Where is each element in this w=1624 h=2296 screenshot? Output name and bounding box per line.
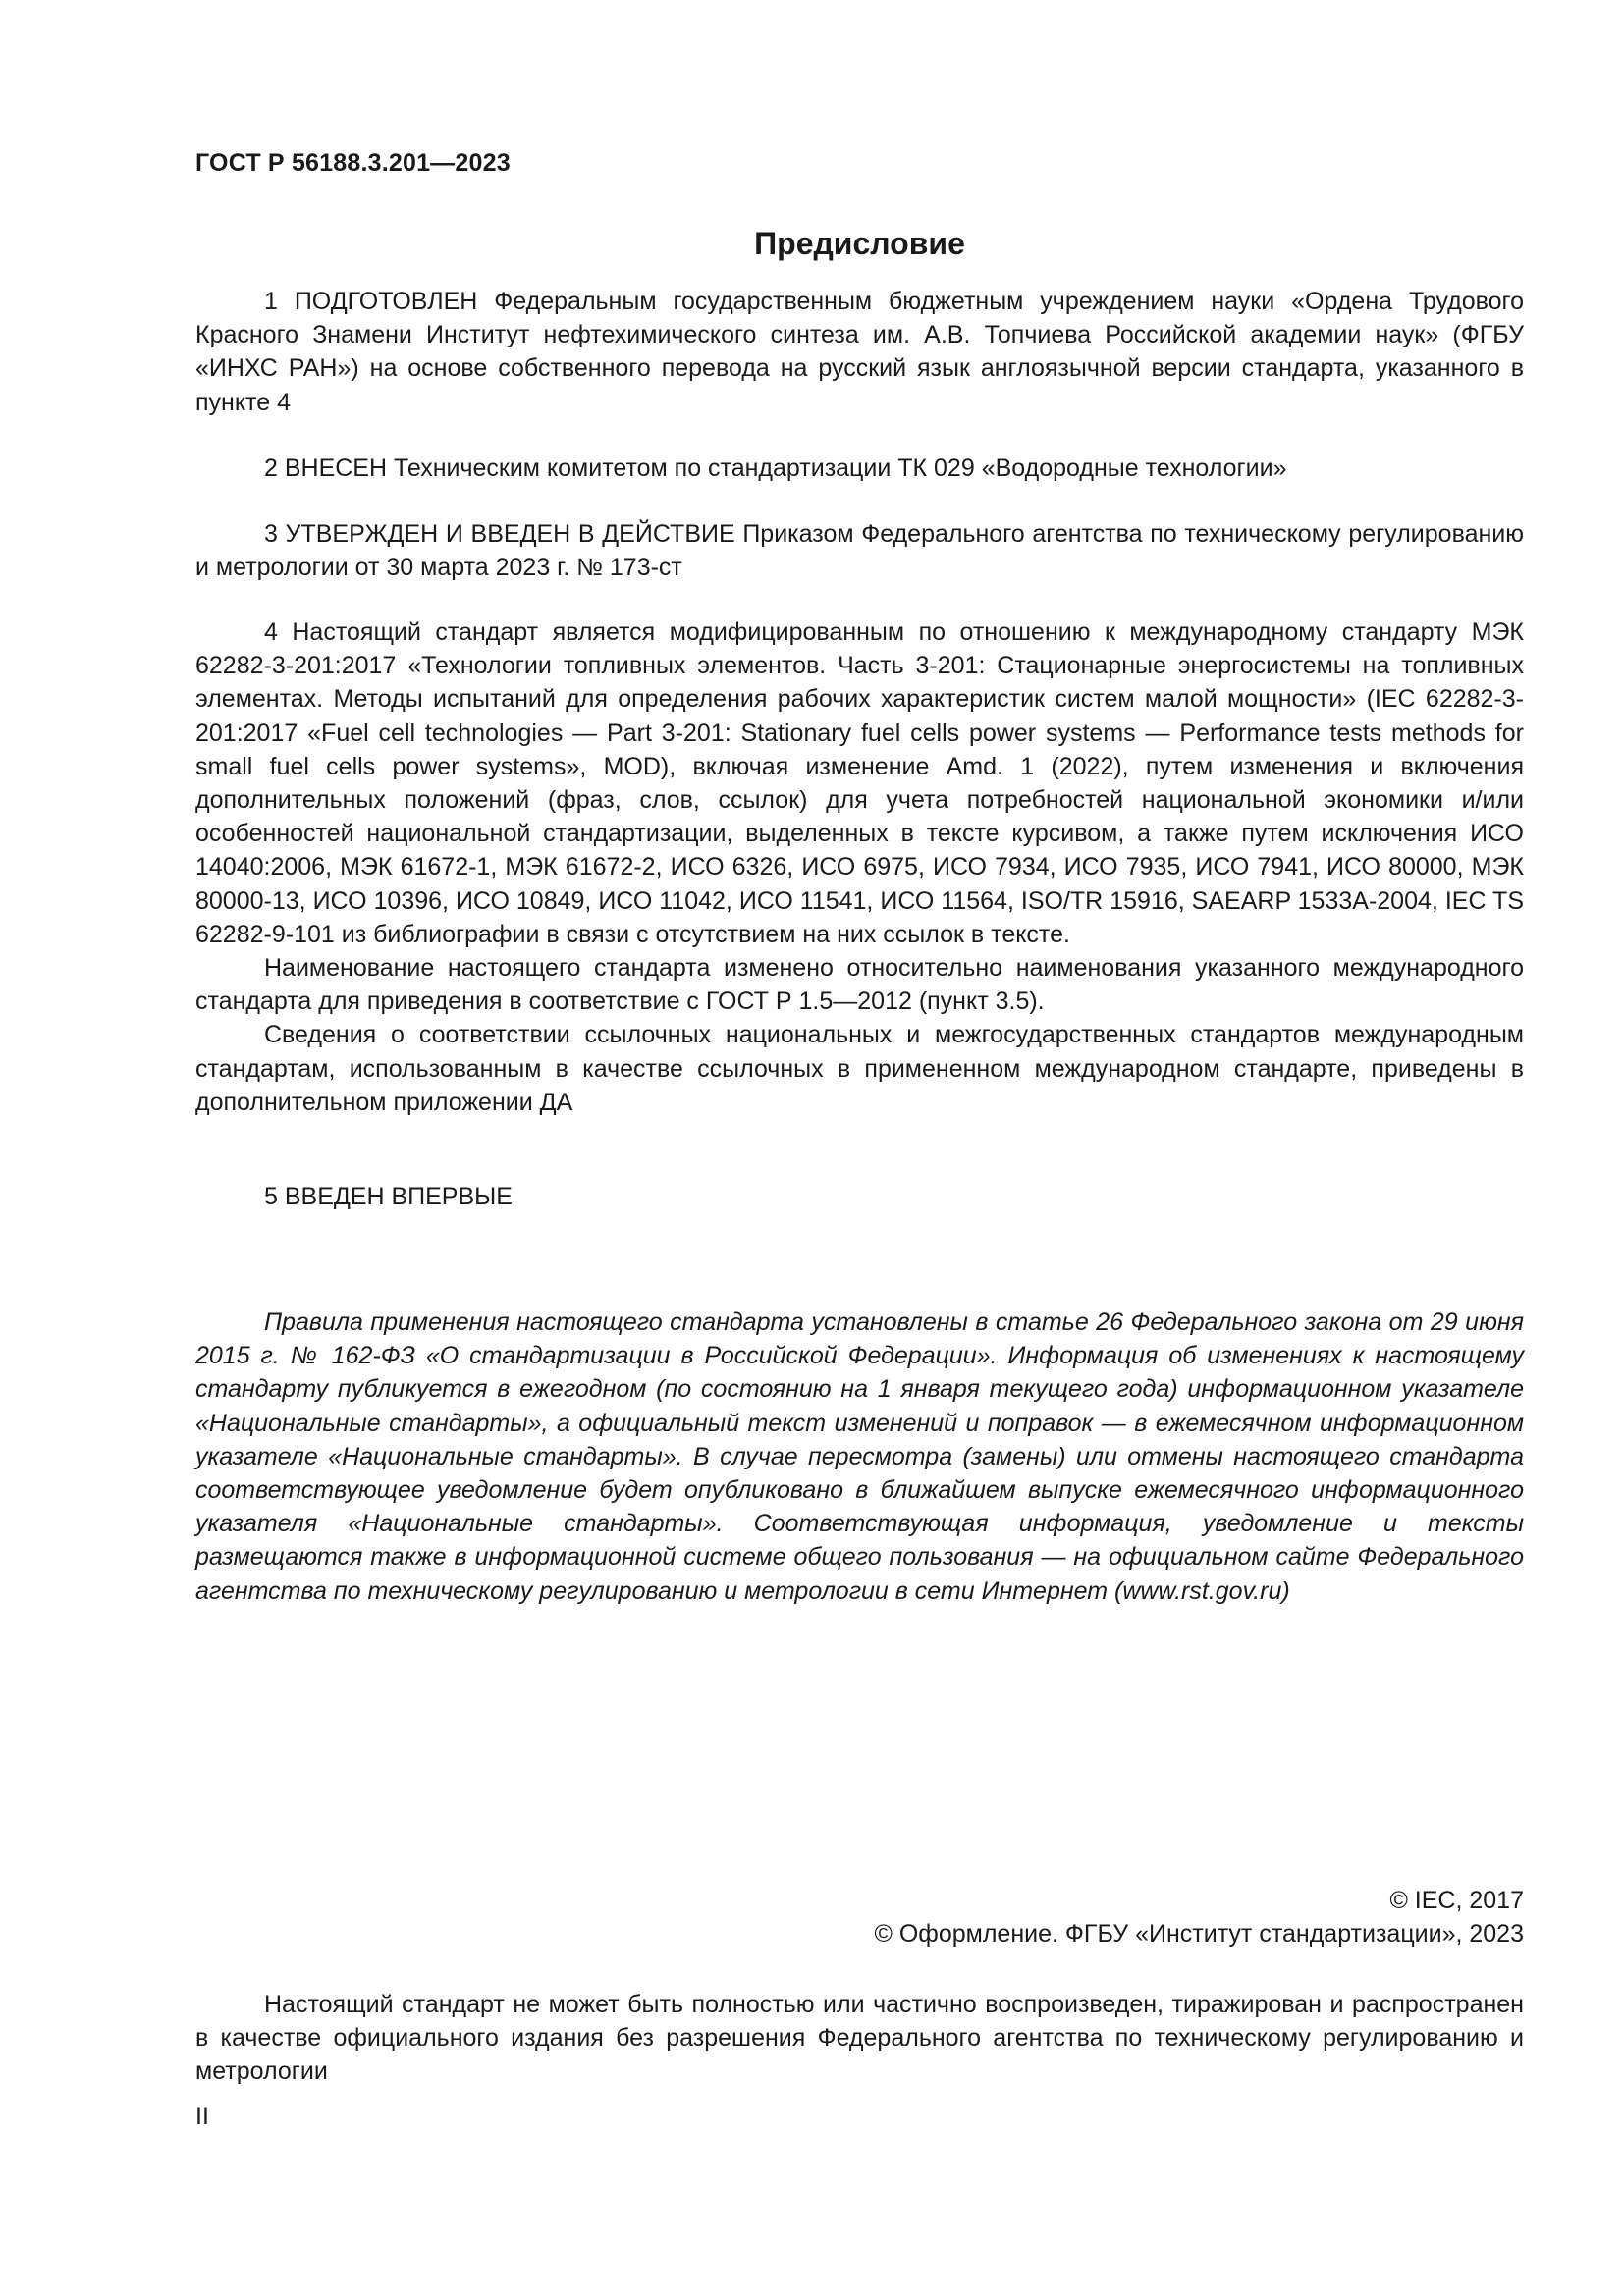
- copyright-design: © Оформление. ФГБУ «Институт стандартизации», 2023: [874, 1920, 1524, 1949]
- foreword-item-4-paragraph-3: Сведения о соответствии ссылочных национальных и межгосударственных стандартов международным стандартам, использованным в качестве ссылочных в примененном международном стандарте, приведены в дополнительном приложении ДА: [195, 1021, 1524, 1116]
- page-title: Предисловие: [754, 226, 965, 261]
- page-number: II: [195, 2103, 209, 2130]
- foreword-item-4-paragraph-1: 4 Настоящий стандарт является модифицированным по отношению к международному стандарту МЭК 62282-3-201:2017 «Технологии топливных элементов. Часть 3-201: Стационарные энергосистемы на топливных элементах. Методы испытаний для определения рабочих характеристик систем малой мощности» (IEC 62282-3-201:2017 «Fuel cell technologies — Part 3-201: Stationary fuel cells power systems — Performance tests methods for small fuel cells power systems», MOD), включая изменение Amd. 1 (2022), путем изменения и включения дополнительных положений (фраз, слов, ссылок) для учета потребностей национальной экономики и/или особенностей национальной стандартизации, выделенных в тексте курсивом, а также путем исключения ИСО 14040:2006, МЭК 61672-1, МЭК 61672-2, ИСО 6326, ИСО 6975, ИСО 7934, ИСО 7935, ИСО 7941, ИСО 80000, МЭК 80000-13, ИСО 10396, ИСО 10849, ИСО 11042, ИСО 11541, ИСО 11564, ISO/TR 15916, SAEARP 1533A-2004, IEC TS 62282-9-101 из библиографии в связи с отсутствием на них ссылок в тексте.: [195, 618, 1524, 948]
- document-header: ГОСТ Р 56188.3.201—2023: [195, 149, 511, 177]
- foreword-item-3-text: 3 УТВЕРЖДЕН И ВВЕДЕН В ДЕЙСТВИЕ Приказом Федерального агентства по техническому регулированию и метрологии от 30 марта 2023 г. № 173-ст: [195, 520, 1524, 582]
- foreword-item-5-text: 5 ВВЕДЕН ВПЕРВЫЕ: [264, 1183, 513, 1210]
- foreword-item-2-text: 2 ВНЕСЕН Техническим комитетом по стандартизации ТК 029 «Водородные технологии»: [264, 454, 1287, 482]
- foreword-item-3: [195, 517, 1524, 584]
- reproduction-note-text: Настоящий стандарт не может быть полностью или частично воспроизведен, тиражирован и распространен в качестве официального издания без разрешения Федерального агентства по техническому регулированию и метрологии: [195, 1991, 1524, 2086]
- application-rules-notice: [195, 1306, 1524, 1608]
- foreword-item-1-text: 1 ПОДГОТОВЛЕН Федеральным государственным бюджетным учреждением науки «Ордена Трудового Красного Знамени Институт нефтехимического синтеза им. А.В. Топчиева Российской академии наук» (ФГБУ «ИНХС РАН») на основе собственного перевода на русский язык англоязычной версии стандарта, указанного в пункте 4: [195, 288, 1524, 416]
- foreword-item-4-paragraph-2: Наименование настоящего стандарта изменено относительно наименования указанного международного стандарта для приведения в соответствие с ГОСТ Р 1.5—2012 (пункт 3.5).: [195, 954, 1524, 1016]
- copyright-block: [874, 1884, 1524, 1950]
- foreword-item-4: [195, 615, 1524, 1119]
- foreword-item-1: [195, 285, 1524, 419]
- reproduction-note: [195, 1988, 1524, 2089]
- foreword-item-5: [195, 1180, 1524, 1213]
- application-rules-notice-text: Правила применения настоящего стандарта установлены в статье 26 Федерального закона от 29 июня 2015 г. № 162-ФЗ «О стандартизации в Российской Федерации». Информация об изменениях к настоящему стандарту публикуется в ежегодном (по состоянию на 1 января текущего года) информационном указателе «Национальные стандарты», а официальный текст изменений и поправок — в ежемесячном информационном указателе «Национальные стандарты». В случае пересмотра (замены) или отмены настоящего стандарта соответствующее уведомление будет опубликовано в ближайшем выпуске ежемесячного информационного указателя «Национальные стандарты». Соответствующая информация, уведомление и тексты размещаются также в информационной системе общего пользования — на официальном сайте Федерального агентства по техническому регулированию и метрологии в сети Интернет (www.rst.gov.ru): [195, 1308, 1524, 1605]
- copyright-iec: © IEC, 2017: [1389, 1887, 1524, 1914]
- foreword-item-2: [195, 452, 1524, 485]
